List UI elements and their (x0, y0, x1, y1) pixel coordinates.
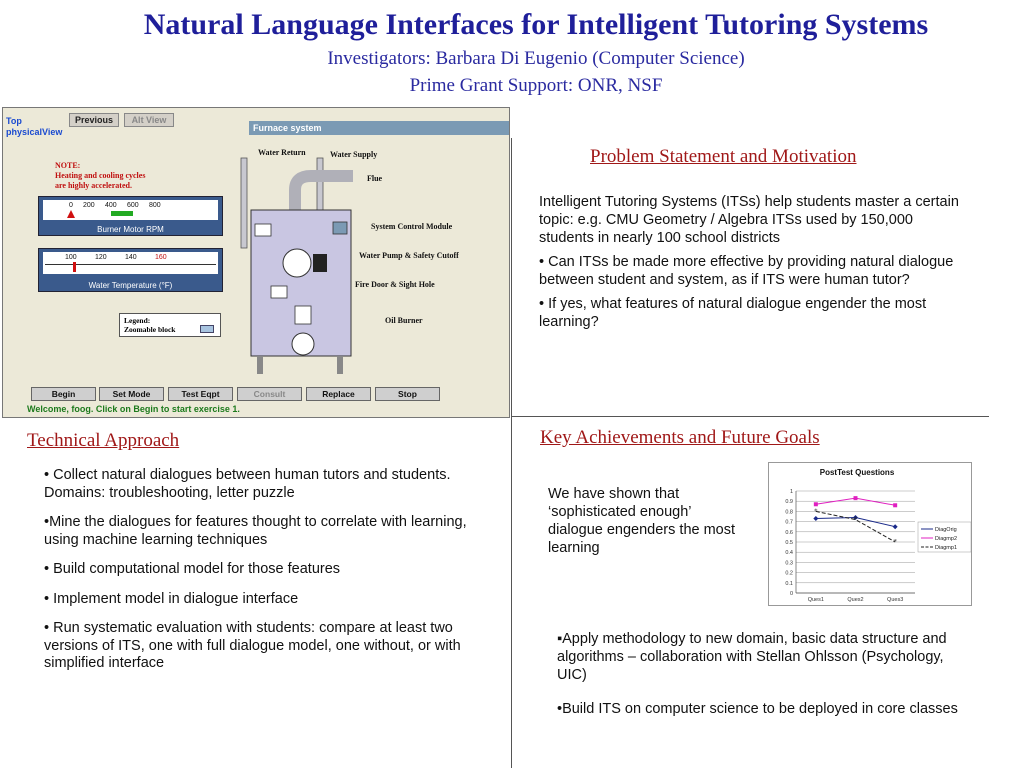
technical-bullet: • Run systematic evaluation with students: compare at least two versions of ITS, one with full dialogue model, one without, or with simplified interface (44, 620, 461, 671)
flue-pipe[interactable] (295, 176, 353, 210)
chart-legend-label: DiagOrig (935, 527, 957, 533)
temp-label: Water Temperature (°F) (88, 281, 173, 290)
temp-scale-line (45, 264, 216, 265)
rpm-tick: 600 (127, 202, 139, 209)
vertical-divider (511, 138, 512, 768)
chart-y-tick-label: 0 (789, 591, 793, 597)
technical-section-body (44, 467, 479, 679)
rpm-tick: 800 (149, 202, 161, 209)
label-water-pump: Water Pump & Safety Cutoff (359, 251, 459, 260)
label-system-control: System Control Module (371, 222, 453, 231)
chart-y-tick-label: 0.2 (785, 570, 793, 577)
label-flue: Flue (367, 174, 383, 183)
accelerated-note: NOTE: Heating and cooling cycles are highly accelerated. (55, 161, 146, 190)
label-fire-door: Fire Door & Sight Hole (355, 280, 435, 289)
furnace-panel-title: Furnace system (249, 121, 510, 135)
chart-point (814, 502, 818, 506)
problem-section-body (539, 193, 959, 337)
chart-x-tick-label: Ques1 (807, 597, 824, 603)
label-water-supply: Water Supply (330, 150, 378, 159)
furnace-leg (257, 356, 263, 374)
nav-path[interactable]: Top physicalView (6, 116, 63, 137)
achievement-item: ▪Apply methodology to new domain, basic data structure and algorithms – collaboration with Stellan Ohlsson (Psychology, UIC) (557, 631, 947, 683)
grant-line: Prime Grant Support: ONR, NSF (409, 75, 663, 96)
chart-title: PostTest Questions (819, 468, 895, 477)
stop-button[interactable]: Stop (375, 387, 440, 401)
chart-point (893, 524, 898, 529)
problem-bullet: • Can ITSs be made more effective by providing natural dialogue between student and system, as if ITS were human tutor? (539, 254, 954, 288)
horizontal-divider (511, 416, 989, 417)
safety-cutoff[interactable] (313, 254, 327, 272)
posttest-chart (768, 462, 972, 606)
rpm-range-bar (111, 211, 133, 216)
rpm-tick: 0 (69, 202, 73, 209)
achievement-item: •Build ITS on computer science to be deployed in core classes (557, 701, 958, 717)
chart-y-tick-label: 0.4 (785, 550, 793, 557)
water-supply-pipe[interactable] (317, 158, 323, 218)
rpm-tick: 200 (83, 202, 95, 209)
posttest-chart-svg (769, 463, 973, 607)
zoomable-block-swatch (200, 325, 214, 333)
temp-tick: 140 (125, 254, 137, 261)
achievements-list (557, 630, 977, 724)
label-water-return: Water Return (258, 148, 306, 157)
furnace-leg (337, 356, 343, 374)
achievements-section-title: Key Achievements and Future Goals (540, 427, 820, 448)
chart-y-tick-label: 0.9 (785, 499, 793, 506)
problem-section-title: Problem Statement and Motivation (590, 146, 857, 167)
poster-title: Natural Language Interfaces for Intelligent Tutoring Systems (143, 8, 929, 41)
technical-bullet: •Mine the dialogues for features thought to correlate with learning, using machine learning techniques (44, 514, 467, 548)
oil-burner[interactable] (292, 333, 314, 355)
chart-point: * (893, 538, 897, 546)
test-eqpt-button[interactable]: Test Eqpt (168, 387, 233, 401)
rpm-label: Burner Motor RPM (97, 225, 164, 234)
previous-button[interactable]: Previous (69, 113, 119, 127)
temp-tick: 160 (155, 254, 167, 261)
technical-section-title: Technical Approach (27, 430, 180, 451)
consult-button[interactable]: Consult (237, 387, 302, 401)
begin-button[interactable]: Begin (31, 387, 96, 401)
problem-paragraph: Intelligent Tutoring Systems (ITSs) help students master a certain topic: e.g. CMU Geometry / Algebra ITSs used by 150,000 students in nearly 100 school districts (539, 194, 959, 246)
legend-box: Legend: Zoomable block (119, 313, 221, 337)
chart-point (893, 503, 897, 507)
burner-rpm-gauge (38, 196, 223, 236)
replace-button[interactable]: Replace (306, 387, 371, 401)
oil-burner-top[interactable] (295, 306, 311, 324)
furnace-diagram (233, 138, 363, 378)
status-message: Welcome, foog. Click on Begin to start exercise 1. (27, 404, 240, 414)
temp-tick: 100 (65, 254, 77, 261)
chart-y-tick-label: 0.3 (785, 560, 793, 567)
temp-tick: 120 (95, 254, 107, 261)
alt-view-button[interactable]: Alt View (124, 113, 174, 127)
chart-y-tick-label: 0.5 (785, 540, 793, 546)
set-mode-button[interactable]: Set Mode (99, 387, 164, 401)
chart-point: * (814, 507, 818, 516)
chart-point (813, 516, 818, 521)
chart-point (854, 496, 858, 500)
chart-y-tick-label: 0.8 (785, 509, 793, 516)
technical-bullet: • Implement model in dialogue interface (44, 590, 299, 607)
chart-point: * (853, 515, 858, 524)
water-pump[interactable] (283, 249, 311, 277)
chart-legend-label: Diagmp1 (935, 545, 958, 551)
control-module-zoom[interactable] (333, 222, 347, 234)
chart-y-tick-label: 0.1 (785, 580, 793, 587)
rpm-needle-icon (67, 210, 75, 218)
chart-x-tick-label: Ques3 (887, 597, 904, 603)
chart-y-tick-label: 1 (789, 489, 793, 495)
problem-bullet: • If yes, what features of natural dialogue engender the most learning? (539, 296, 927, 330)
chart-y-tick-label: 0.7 (785, 519, 793, 526)
chart-y-tick-label: 0.6 (785, 529, 793, 536)
system-control-module[interactable] (255, 224, 271, 236)
temp-needle-icon (73, 262, 76, 272)
investigators-line: Investigators: Barbara Di Eugenio (Computer Science) (327, 48, 745, 69)
achievements-shown-text: We have shown that ‘sophisticated enough’ dialogue engenders the most learning (548, 486, 736, 556)
rpm-tick: 400 (105, 202, 117, 209)
water-return-pipe[interactable] (241, 158, 247, 248)
label-oil-burner: Oil Burner (385, 316, 423, 325)
water-temperature-gauge (38, 248, 223, 292)
technical-bullet: • Build computational model for those features (44, 561, 341, 577)
furnace-simulator-screenshot (2, 107, 510, 418)
chart-legend-label: Diagmp2 (935, 536, 958, 542)
fire-door[interactable] (271, 286, 287, 298)
technical-bullet: • Collect natural dialogues between human tutors and students. Domains: troubleshooting, letter puzzle (44, 467, 451, 501)
chart-x-tick-label: Ques2 (847, 597, 864, 603)
